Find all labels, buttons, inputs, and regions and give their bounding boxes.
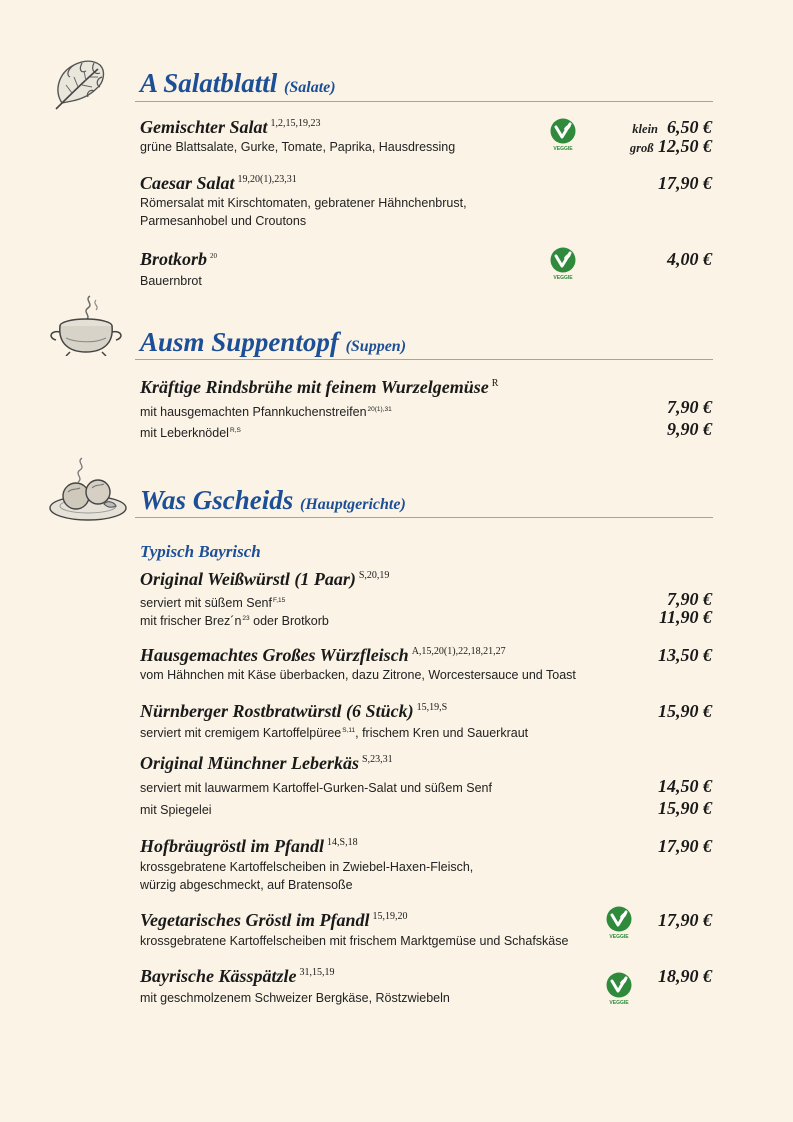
section-title-mains: Was Gscheids (Hauptgerichte) xyxy=(140,485,406,515)
svg-text:VEGGIE: VEGGIE xyxy=(609,1000,629,1006)
price: 4,00 € xyxy=(667,249,712,269)
section-divider xyxy=(135,101,713,102)
dish-option: mit hausgemachten Pfannkuchenstreifen$^{20(1),31}$ xyxy=(140,405,392,419)
dish-description: vom Hähnchen mit Käse überbacken, dazu Zitrone, Worcestersauce und Toast xyxy=(140,668,576,682)
soup-pot-icon xyxy=(44,294,126,356)
dish-name: Hofbräugröstl im Pfandl $^{14,S,18}$ xyxy=(140,836,358,856)
dish-description: krossgebratene Kartoffelscheiben in Zwiebel-Haxen-Fleisch, xyxy=(140,860,474,874)
price: 7,90 € xyxy=(667,589,712,609)
dish-description: Parmesanhobel und Croutons xyxy=(140,214,307,228)
section-divider xyxy=(135,359,713,360)
subheading: Typisch Bayrisch xyxy=(140,542,261,561)
allergen-codes: A,15,20(1),22,18,21,27 xyxy=(411,646,506,657)
dish-option: serviert mit lauwarmem Kartoffel-Gurken-Salat und süßem Senf xyxy=(140,781,492,795)
allergen-codes: R xyxy=(491,378,499,389)
veggie-badge-icon xyxy=(605,906,633,940)
dish-option: mit Spiegelei xyxy=(140,803,212,817)
price: 14,50 € xyxy=(658,776,712,796)
dish-name: Nürnberger Rostbratwürstl (6 Stück) $^{15,19,S}$ xyxy=(140,701,448,721)
allergen-codes: 20 xyxy=(210,252,218,260)
allergen-codes: 31,15,19 xyxy=(299,967,335,978)
dish-name: Gemischter Salat $^{1,2,15,19,23}$ xyxy=(140,117,321,137)
dish-name: Bayrische Kässpätzle $^{31,15,19}$ xyxy=(140,966,335,986)
allergen-codes: 15,19,S xyxy=(416,702,448,713)
dish-description: grüne Blattsalate, Gurke, Tomate, Paprika, Hausdressing xyxy=(140,140,456,154)
svg-text:VEGGIE: VEGGIE xyxy=(553,275,573,281)
price-small: klein 6,50 € xyxy=(632,117,712,137)
dish-name: Hausgemachtes Großes Würzfleisch $^{A,15,20(1),22,18,21,27}$ xyxy=(140,645,506,665)
price-large: groß 12,50 € xyxy=(629,136,712,156)
svg-text:VEGGIE: VEGGIE xyxy=(609,934,629,940)
allergen-codes: 19,20(1),23,31 xyxy=(237,174,297,185)
price: 17,90 € xyxy=(658,836,712,856)
allergen-codes: S,23,31 xyxy=(362,754,393,765)
dish-name: Original Münchner Leberkäs $^{S,23,31}$ xyxy=(140,753,393,773)
dish-description: Bauernbrot xyxy=(140,274,202,288)
price: 11,90 € xyxy=(658,607,712,627)
allergen-codes: 14,S,18 xyxy=(327,837,358,848)
price: 18,90 € xyxy=(658,966,712,986)
veggie-badge-icon xyxy=(549,247,577,281)
allergen-codes: 15,19,20 xyxy=(372,911,408,922)
dish-option: mit Leberknödel$^{R,S}$ xyxy=(140,426,241,440)
lettuce-leaf-icon xyxy=(48,55,114,113)
price: 17,90 € xyxy=(658,910,712,930)
dish-option: mit frischer $Brez´n^{23}$ oder Brotkorb xyxy=(140,614,329,628)
dish-description: krossgebratene Kartoffelscheiben mit frischem Marktgemüse und Schafskäse xyxy=(140,934,569,948)
allergen-codes: 1,2,15,19,23 xyxy=(270,118,321,129)
dish-description: serviert mit cremigem Kartoffelpüree$^{S,11}$, frischem Kren und Sauerkraut xyxy=(140,726,529,740)
price: 7,90 € xyxy=(667,397,712,417)
veggie-badge-icon xyxy=(549,118,577,152)
dish-name: Kräftige Rindsbrühe mit feinem Wurzelgemüse $^R$ xyxy=(140,377,499,397)
dish-name: Brotkorb $^{20}$ xyxy=(140,249,218,269)
dish-name: Vegetarisches Gröstl im Pfandl $^{15,19,20}$ xyxy=(140,910,408,930)
dish-description: Römersalat mit Kirschtomaten, gebratener Hähnchenbrust, xyxy=(140,196,467,210)
dish-description: mit geschmolzenem Schweizer Bergkäse, Röstzwiebeln xyxy=(140,991,450,1005)
dish-description: würzig abgeschmeckt, auf Bratensoße xyxy=(140,878,353,892)
price: 15,90 € xyxy=(658,798,712,818)
price: 9,90 € xyxy=(667,419,712,439)
dish-name: Original Weißwürstl (1 Paar) $^{S,20,19}$ xyxy=(140,569,390,589)
allergen-codes: S,20,19 xyxy=(358,570,390,581)
section-divider xyxy=(135,517,713,518)
section-title-soups: Ausm Suppentopf (Suppen) xyxy=(140,327,407,357)
price: 17,90 € xyxy=(658,173,712,193)
dish-option: serviert mit süßem Senf$^{F,15}$ xyxy=(140,596,286,610)
dumpling-plate-icon xyxy=(46,456,128,524)
price: 15,90 € xyxy=(658,701,712,721)
dish-name: Caesar Salat $^{19,20(1),23,31}$ xyxy=(140,173,297,193)
veggie-badge-icon xyxy=(605,972,633,1006)
section-title-salads: A Salatblattl (Salate) xyxy=(140,68,336,98)
svg-text:VEGGIE: VEGGIE xyxy=(553,146,573,152)
price: 13,50 € xyxy=(658,645,712,665)
